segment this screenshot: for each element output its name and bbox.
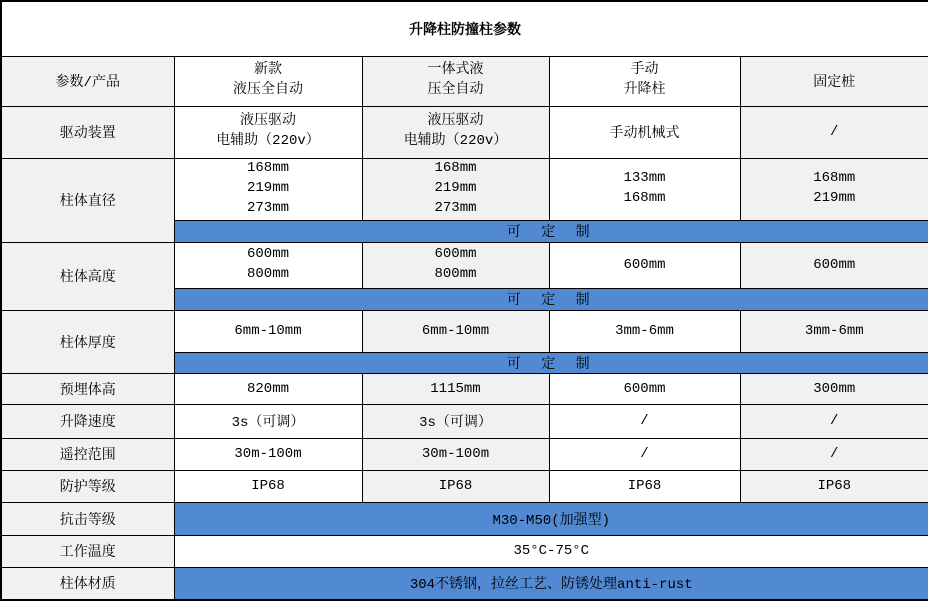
cell-speed-2: 3s（可调） bbox=[362, 404, 549, 438]
cell-line: 电辅助（220v） bbox=[216, 133, 320, 149]
cell-drive-4: / bbox=[740, 106, 928, 158]
cell-protection-3: IP68 bbox=[549, 470, 740, 502]
header-line: 一体式液 bbox=[427, 62, 484, 79]
header-product-4: 固定桩 bbox=[740, 56, 928, 106]
cell-diameter-1 bbox=[174, 158, 362, 220]
cell-height-4: 600mm bbox=[740, 242, 928, 288]
cell-thickness-1: 6mm-10mm bbox=[174, 310, 362, 352]
header-line: 压全自动 bbox=[427, 82, 484, 98]
cell-line: 133mm bbox=[623, 170, 666, 187]
cell-drive-2 bbox=[362, 106, 549, 158]
cell-line: 219mm bbox=[246, 180, 289, 197]
cell-line: 273mm bbox=[246, 199, 289, 216]
row-label-thickness: 柱体厚度 bbox=[1, 310, 174, 373]
header-product-2 bbox=[362, 56, 549, 106]
row-label-drive: 驱动装置 bbox=[1, 106, 174, 158]
header-line: 升降柱 bbox=[623, 82, 666, 98]
row-label-speed: 升降速度 bbox=[1, 404, 174, 438]
cell-line: 219mm bbox=[434, 180, 477, 197]
cell-line: 168mm bbox=[813, 170, 856, 187]
cell-diameter-4 bbox=[740, 158, 928, 220]
header-line: 新款 bbox=[254, 62, 282, 79]
cell-line: 电辅助（220v） bbox=[403, 133, 508, 149]
cell-thickness-2: 6mm-10mm bbox=[362, 310, 549, 352]
header-line: 手动 bbox=[630, 62, 659, 79]
cell-line: 600mm bbox=[246, 246, 289, 263]
cell-line: 168mm bbox=[434, 160, 477, 177]
cell-drive-3: 手动机械式 bbox=[549, 106, 740, 158]
cell-thickness-3: 3mm-6mm bbox=[549, 310, 740, 352]
cell-buried-1: 820mm bbox=[174, 373, 362, 404]
cell-height-1 bbox=[174, 242, 362, 288]
customizable-banner-diameter: 可 定 制 bbox=[174, 220, 928, 242]
cell-diameter-3 bbox=[549, 158, 740, 220]
cell-line: 168mm bbox=[246, 160, 289, 177]
cell-buried-4: 300mm bbox=[740, 373, 928, 404]
customizable-banner-thickness: 可 定 制 bbox=[174, 352, 928, 373]
cell-drive-1 bbox=[174, 106, 362, 158]
header-corner: 参数/产品 bbox=[1, 56, 174, 106]
header-product-1 bbox=[174, 56, 362, 106]
row-label-material: 柱体材质 bbox=[1, 567, 174, 600]
cell-line: 168mm bbox=[623, 190, 666, 206]
row-label-diameter: 柱体直径 bbox=[1, 158, 174, 242]
cell-speed-1: 3s（可调） bbox=[174, 404, 362, 438]
cell-line: 液压驱动 bbox=[427, 113, 484, 130]
cell-buried-3: 600mm bbox=[549, 373, 740, 404]
cell-line: 273mm bbox=[434, 199, 477, 216]
customizable-banner-height: 可 定 制 bbox=[174, 288, 928, 310]
cell-line: 800mm bbox=[246, 266, 289, 282]
cell-line: 219mm bbox=[813, 190, 856, 206]
row-label-remote: 遥控范围 bbox=[1, 438, 174, 470]
cell-remote-1: 30m-100m bbox=[174, 438, 362, 470]
cell-buried-2: 1115mm bbox=[362, 373, 549, 404]
cell-thickness-4: 3mm-6mm bbox=[740, 310, 928, 352]
header-product-3 bbox=[549, 56, 740, 106]
cell-line: 800mm bbox=[434, 266, 477, 282]
cell-remote-3: / bbox=[549, 438, 740, 470]
row-label-protection: 防护等级 bbox=[1, 470, 174, 502]
cell-line: 液压驱动 bbox=[240, 113, 296, 130]
cell-protection-1: IP68 bbox=[174, 470, 362, 502]
row-label-height: 柱体高度 bbox=[1, 242, 174, 310]
impact-rating-banner: M30-M50(加强型) bbox=[174, 502, 928, 535]
row-label-impact: 抗击等级 bbox=[1, 502, 174, 535]
material-banner: 304不锈钢，拉丝工艺、防锈处理anti-rust bbox=[174, 567, 928, 600]
cell-speed-4: / bbox=[740, 404, 928, 438]
cell-speed-3: / bbox=[549, 404, 740, 438]
cell-diameter-2 bbox=[362, 158, 549, 220]
cell-remote-4: / bbox=[740, 438, 928, 470]
header-line: 液压全自动 bbox=[233, 82, 303, 98]
page-title: 升降柱防撞柱参数 bbox=[1, 1, 928, 56]
row-label-buried: 预埋体高 bbox=[1, 373, 174, 404]
cell-remote-2: 30m-100m bbox=[362, 438, 549, 470]
cell-line: 600mm bbox=[434, 246, 477, 263]
cell-protection-4: IP68 bbox=[740, 470, 928, 502]
cell-height-3: 600mm bbox=[549, 242, 740, 288]
temperature-range-cell: 35°C-75°C bbox=[174, 535, 928, 567]
row-label-temperature: 工作温度 bbox=[1, 535, 174, 567]
cell-height-2 bbox=[362, 242, 549, 288]
cell-protection-2: IP68 bbox=[362, 470, 549, 502]
